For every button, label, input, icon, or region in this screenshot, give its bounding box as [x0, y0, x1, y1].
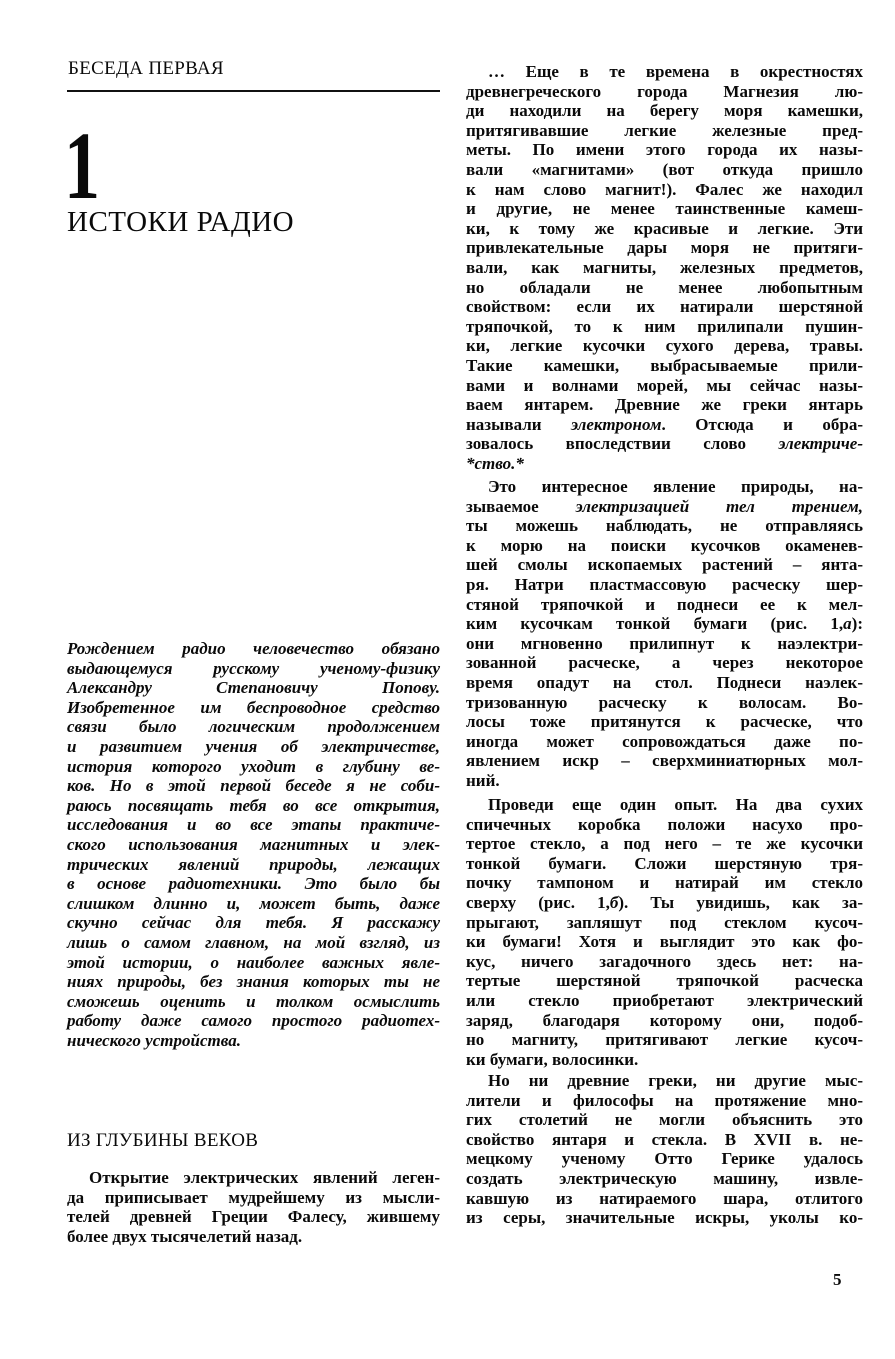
- text-line: слишком длинно и, может быть, даже: [67, 893, 440, 913]
- text-line: прыгают, запляшут под стеклом кусоч-: [466, 912, 863, 932]
- text-line: ки бумаги! Хотя и выглядит это как фо-: [466, 932, 863, 952]
- text-line: свойством: если их натирали шерстяной: [466, 297, 863, 317]
- text-line: к нам слово магнит!). Фалес же находил: [466, 179, 863, 199]
- text-line: называли электроном. Отсюда и обра-: [466, 414, 864, 434]
- text-line: связи было логическим продолжением: [67, 717, 440, 737]
- text-line: явлением искр – сверхминиатюрных мол-: [466, 751, 863, 771]
- text-line: тонкой бумаги. Сложи шерстяную тря-: [466, 853, 863, 873]
- text-line: почку тампоном и натирай им стекло: [466, 873, 863, 893]
- text-line: *ство.*: [466, 453, 524, 473]
- text-line: спичечных коробка положи насухо про-: [466, 814, 863, 834]
- text-line: ки, легкие кусочки сухого дерева, травы.: [466, 336, 863, 356]
- text-line: сможешь оценить и толком осмыслить: [67, 991, 440, 1011]
- text-line: этой истории, о наиболее важных явле-: [67, 952, 440, 972]
- italic-term: электризацией тел трением,: [575, 496, 863, 516]
- text-line: заряд, благодаря которому они, подоб-: [466, 1010, 863, 1030]
- text-line: Такие камешки, выбрасываемые прили-: [466, 355, 863, 375]
- body-paragraph-3: [466, 795, 863, 1069]
- text-line: Открытие электрических явлений леген-: [89, 1168, 440, 1187]
- text-line: меты. По имени этого города их назы-: [466, 140, 863, 160]
- text-line: ря. Натри пластмассовую расческу шер-: [466, 574, 863, 594]
- section-heading: ИЗ ГЛУБИНЫ ВЕКОВ: [67, 1130, 259, 1151]
- body-paragraph-4: [466, 1071, 863, 1228]
- text-line: тризованную расческу к волосам. Во-: [466, 692, 863, 712]
- text-line: из серы, значительные искры, уколы ко-: [466, 1208, 863, 1228]
- text-line: вали «магнитами» (вот откуда пришло: [466, 159, 863, 179]
- text-line: телей древней Греции Фалесу, жившему: [67, 1207, 440, 1227]
- text-line: но магниту, притягивают легкие кусоч-: [466, 1030, 863, 1050]
- text-line: привлекательные дары моря не притяги-: [466, 238, 863, 258]
- text-line: ков. Но в этой первой беседе я не соби-: [67, 776, 440, 796]
- body-paragraph-2: [466, 477, 863, 791]
- text-line: трических явлений природы, лежащих: [67, 854, 440, 874]
- text-line: раюсь посвящать тебя во все открытия,: [67, 795, 440, 815]
- text-line: притягивавшие легкие железные пред-: [466, 120, 863, 140]
- text-line: ний.: [466, 770, 500, 790]
- text-line: тряпочкой, то к ним прилипали пушин-: [466, 316, 863, 336]
- chapter-kicker: БЕСЕДА ПЕРВАЯ: [68, 58, 224, 79]
- text-line: ского использования магнитных и элек-: [67, 834, 440, 854]
- text-line: гих столетий не могли объяснить это: [466, 1110, 863, 1130]
- text-line: ки бумаги, волосинки.: [466, 1049, 639, 1069]
- text-line: ким кусочкам тонкой бумаги (рис. 1,а):: [466, 614, 863, 634]
- text-line: или стекло приобретают электрический: [466, 990, 863, 1010]
- text-line: они мгновенно прилипнут к наэлектри-: [466, 633, 863, 653]
- text-line: ди находили на берегу моря камешки,: [466, 101, 863, 121]
- text-line: зовалось впоследствии слово электриче-: [466, 434, 863, 454]
- text-line: ки, к тому же красивые и легкие. Эти: [466, 218, 863, 238]
- text-line: Это интересное явление природы, на-: [488, 477, 863, 496]
- text-line: да приписывает мудрейшему из мысли-: [67, 1187, 440, 1207]
- italic-term: электроном: [571, 414, 662, 434]
- text-line: время опадут на стол. Поднеси наэлек-: [466, 672, 863, 692]
- text-line: Но ни древние греки, ни другие мыс-: [488, 1071, 863, 1090]
- text-line: исследования и во все этапы практиче-: [67, 815, 440, 835]
- text-line: Рождением радио человечество обязано: [67, 639, 440, 658]
- text-line: кавшую из натираемого шара, отлитого: [466, 1188, 863, 1208]
- text-line: скучно сейчас для тебя. Я расскажу: [67, 913, 440, 933]
- text-line: зованной расческе, а через некоторое: [466, 653, 863, 673]
- left-body-paragraph: [67, 1168, 440, 1246]
- text-line: вали, как магниты, железных предметов,: [466, 257, 863, 277]
- text-line: лители и философы на протяжение мно-: [466, 1090, 863, 1110]
- text-line: и развитием учения об электричестве,: [67, 736, 440, 756]
- text-line: к морю на поиски кусочков окаменев-: [466, 535, 863, 555]
- text-line: история которого уходит в глубину ве-: [67, 756, 440, 776]
- text-line: выдающемуся русскому ученому-физику: [67, 658, 440, 678]
- text-line: ниях природы, без знания которых ты не: [67, 972, 440, 992]
- italic-term: б: [609, 892, 619, 912]
- intro-paragraph: [67, 639, 440, 1050]
- text-line: тертое стекло, а под него – те же кусочки: [466, 834, 863, 854]
- text-line: кус, ничего загадочного здесь нет: на-: [466, 951, 863, 971]
- text-line: ты можешь наблюдать, не отправляясь: [466, 516, 863, 536]
- body-paragraph-1: [466, 62, 863, 473]
- text-line: сверху (рис. 1,б). Ты увидишь, как за-: [466, 892, 863, 912]
- text-line: создать электрическую машину, извле-: [466, 1168, 863, 1188]
- chapter-number: 1: [64, 112, 100, 219]
- text-line: ваем янтарем. Древние же греки янтарь: [466, 395, 863, 415]
- text-line: лосы тоже притянутся к расческе, что: [466, 712, 863, 732]
- italic-term: электриче-: [778, 434, 863, 454]
- text-line: свойство янтаря и стекла. В XVII в. не-: [466, 1129, 863, 1149]
- text-line: лишь о самом главном, на мой взгляд, из: [67, 932, 440, 952]
- text-line: зываемое электризацией тел трением,: [466, 496, 863, 516]
- text-line: … Еще в те времена в окрестностях: [488, 62, 863, 81]
- text-line: нического устройства.: [67, 1030, 241, 1050]
- text-line: но обладали не менее любопытным: [466, 277, 863, 297]
- text-line: стяной тряпочкой и поднеси ее к мел-: [466, 594, 863, 614]
- text-line: шей смолы ископаемых растений – янта-: [466, 555, 863, 575]
- text-line: мецкому ученому Отто Герике удалось: [466, 1149, 863, 1169]
- text-line: работу даже самого простого радиотех-: [67, 1011, 440, 1031]
- text-line: более двух тысячелетий назад.: [67, 1226, 303, 1246]
- text-line: Проведи еще один опыт. На два сухих: [488, 795, 863, 814]
- text-line: Изобретенное им беспроводное средство: [67, 697, 440, 717]
- chapter-title: ИСТОКИ РАДИО: [67, 206, 295, 238]
- page-number: 5: [833, 1270, 842, 1289]
- text-line: вами и волнами морей, мы сейчас назы-: [466, 375, 863, 395]
- text-line: Александру Степановичу Попову.: [67, 678, 440, 698]
- text-line: иногда может сопровождаться даже по-: [466, 731, 863, 751]
- header-rule: [67, 90, 440, 92]
- text-line: тертые шерстяной тряпочкой расческа: [466, 971, 863, 991]
- text-line: в основе радиотехники. Это было бы: [67, 874, 440, 894]
- text-line: и другие, не менее таинственные камеш-: [466, 199, 863, 219]
- text-line: древнегреческого города Магнезия лю-: [466, 81, 863, 101]
- italic-term: а: [843, 614, 852, 634]
